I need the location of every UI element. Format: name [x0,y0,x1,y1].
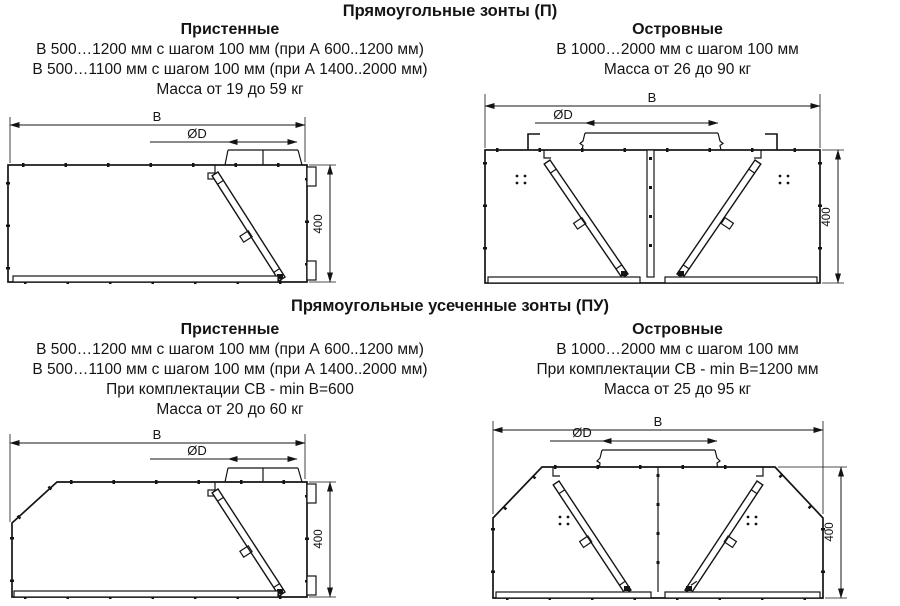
spec-line: В 1000…2000 мм с шагом 100 мм [556,341,799,358]
grease-tray [496,592,651,598]
hood-body [12,482,307,597]
duct-collar [535,107,723,150]
specs-p-wall [5,20,455,100]
page-title-rectangular: Прямоугольные зонты (П) [342,2,558,20]
mount-bracket [307,484,316,503]
spec-line: В 1000…2000 мм с шагом 100 мм [556,41,799,58]
duct-collar [150,443,302,482]
dim-diameter-label: ØD [187,126,207,141]
dim-diameter-label: ØD [572,425,592,440]
height-dimension [821,150,844,283]
spec-line: В 500…1100 мм с шагом 100 мм (при А 1400..2000 мм) [32,61,428,78]
spec-line: В 500…1200 мм с шагом 100 мм (при А 600..1200 мм) [36,341,424,358]
specs-pu-wall [5,320,455,420]
spec-line: Масса от 20 до 60 кг [156,401,304,418]
width-dimension [485,90,820,148]
duct-collar [550,425,720,471]
hanger-bracket [528,134,540,150]
dim-height-label: 400 [821,207,833,227]
spec-line: При комплектации СВ - min В=1200 мм [536,361,819,378]
grease-tray [14,591,278,597]
section-subtitle: Пристенные [180,321,280,338]
spec-line: Масса от 26 до 90 кг [603,61,752,78]
dim-height-label: 400 [313,214,325,234]
dim-height-label: 400 [313,529,325,549]
specs-p-island [460,20,895,80]
center-divider [647,150,654,277]
specs-pu-island [460,320,895,400]
hood-body [8,165,307,282]
dim-width-label: B [647,90,657,105]
section-subtitle: Пристенные [180,21,280,38]
drawing-wall-hood-truncated [0,425,340,606]
width-dimension [10,109,305,163]
drawing-wall-hood-rect [0,108,340,294]
dim-diameter-label: ØD [553,107,573,122]
spec-line: В 500…1200 мм с шагом 100 мм (при А 600..1200 мм) [36,41,424,58]
mount-bracket [307,576,316,595]
mount-bracket [307,167,316,186]
dim-width-label: B [152,109,162,124]
drawing-island-hood-truncated [460,414,900,606]
mount-bracket [307,261,316,280]
dim-width-label: B [653,414,663,429]
spec-line: В 500…1100 мм с шагом 100 мм (при А 1400..2000 мм) [32,361,428,378]
dim-height-label: 400 [824,522,836,542]
duct-collar [150,126,302,165]
drawing-island-hood-rect [460,90,900,293]
spec-line: Масса от 19 до 59 кг [156,81,304,98]
hanger-bracket [765,134,777,150]
dim-diameter-label: ØD [187,443,207,458]
grease-tray [665,277,817,283]
spec-line: Масса от 25 до 95 кг [603,381,752,398]
section-subtitle: Островные [632,21,723,38]
grease-tray [665,592,820,598]
page-title-truncated: Прямоугольные усеченные зонты (ПУ) [290,297,610,315]
section-subtitle: Островные [632,321,723,338]
dim-width-label: B [152,427,162,442]
grease-tray [488,277,640,283]
grease-tray [13,276,278,282]
spec-line: При комплектации СВ - min В=600 [106,381,354,398]
